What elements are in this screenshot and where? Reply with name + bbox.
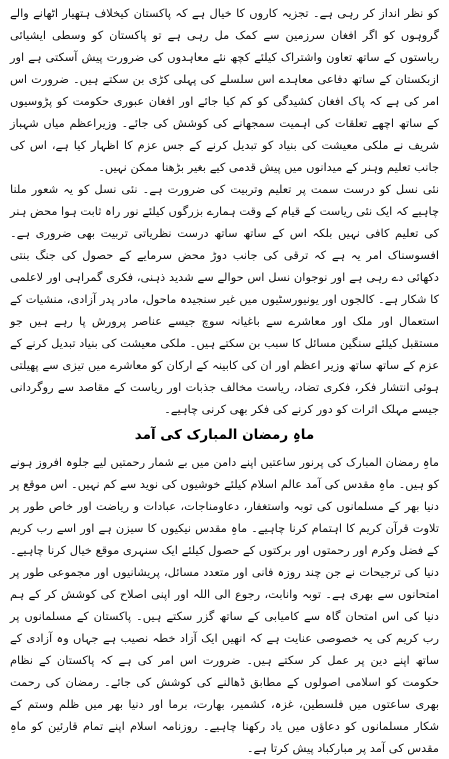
article-paragraph: نئی نسل کو درست سمت پر تعلیم وتربیت کی ضرورت ہے۔ نئی نسل کو یہ شعور ملنا چاہیے کہ ایک نئی ریاست کے قیام کے وقت ہمارے بزرگوں کیلئے نور راہ ثابت ہوا محض ہنر کی تعلیم کافی نہیں بلکہ اس کے ساتھ ساتھ درست نظریاتی تربیت بھی ضروری ہے۔ افسوسناک امر یہ ہے کہ ترقی کی جانب دوڑ محض سرمایے کے حصول کی جنگ بنتی دکھائی دے رہی ہے اور نوجوان نسل اس حوالے سے شدید ذہنی، فکری گمراہی اور لاعلمی کا شکار ہے۔ کالجوں اور یونیورسٹیوں میں غیر سنجیدہ ماحول، مادر پدر آزادی، منشیات کے استعمال اور ملک اور معاشرے سے باغیانہ سوچ جیسے عناصر پرورش پا رہے ہیں جو مستقبل کیلئے سنگین مسائل کا سبب بن سکتے ہیں۔ ملکی معیشت کی بنیاد تبدیل کرنے کے عزم کے ساتھ ساتھ وزیر اعظم اور ان کی کابینہ کے ارکان کو معاشرے میں تیزی سے پھیلتی ہوئی انتشار فکر، فکری تضاد، ریاست مخالف جذبات اور ریاست کے مقاصد سے روگردانی جیسے مہلک اثرات کو دور کرنے کی فکر بھی کرنی چاہیے۔ [10,182,439,416]
section-heading: ماہِ رمضان المبارک کی آمد [134,427,315,443]
article-paragraph: ماہِ رمضان المبارک کی پرنور ساعتیں اپنے دامن میں بے شمار رحمتیں لیے جلوہ افروز ہونے کو ہیں۔ ماہِ مقدس کی آمد عالم اسلام کیلئے خوشیوں کی نوید سے کم نہیں۔ اس موقع پر دنیا بھر کے مسلمانوں کی توبہ واستغفار، دعاومناجات، عبادات و ریاضت اور خاص طور پر تلاوت قرآن کریم کا اہتمام کرنا چاہیے۔ ماہِ مقدس نیکیوں کا سیزن ہے اور اسے رب کریم کے فضل وکرم اور رحمتوں اور برکتوں کے حصول کیلئے ایک سنہری موقع خیال کرنا چاہیے۔ دنیا کی ترجیحات نے جن چند روزہ فانی اور متعدد مسائل، پریشانیوں اور مجموعی طور پر امتحانوں سے بھری ہے۔ توبہ وانابت، رجوع الی اللہ اور اپنی اصلاح کی کوشش کر کے ہم دنیا کی اس امتحان گاہ سے کامیابی کے ساتھ گزر سکتے ہیں۔ پاکستان کے مسلمانوں پر رب کریم کی یہ خصوصی عنایت ہے کہ انھیں ایک آزاد خطہ نصیب ہے جہاں وہ آزادی کے ساتھ اپنے دین پر عمل کر سکتے ہیں۔ ضرورت اس امر کی ہے کہ پاکستان کے نظام حکومت کو اسلامی اصولوں کے مطابق ڈھالنے کی کوشش کی جائے۔ رمضان کی رحمت بھری ساعتوں میں فلسطین، غزہ، کشمیر، بھارت، برما اور دنیا بھر میں ظلم وستم کے شکار مسلمانوں کو دعاؤں میں یاد رکھنا چاہیے۔ روزنامہ اسلام اپنے تمام قارئین کو ماہِ مقدس کی آمد پر مبارکباد پیش کرتا ہے۔ [10,455,439,755]
article-paragraph: کو نظر انداز کر رہی ہے۔ تجزیہ کاروں کا خیال ہے کہ پاکستان کیخلاف ہتھیار اٹھانے والے گروہوں کو اگر افغان سرزمین سے کمک مل رہی ہے تو پاکستان کو وسطی ایشیائی ریاستوں کے ساتھ تعاون واشتراک کیلئے کچھ نئے معاہدوں کی ضرورت پیش آسکتی ہے اور ازبکستان کے ساتھ دفاعی معاہدے اس سلسلے کی پہلی کڑی بن سکتے ہیں۔ ضرورت اس امر کی ہے کہ پاک افغان کشیدگی کو کم کیا جائے اور افغان عبوری حکومت کو پڑوسیوں کے ساتھ اچھے تعلقات کی اہمیت سمجھانے کی کوشش کی جائے۔ وزیراعظم میاں شہباز شریف نے ملکی معیشت کی بنیاد کو تبدیل کرنے کے جس عزم کا اظہار کیا ہے، اس کی جانب تعلیم وہنر کے میدانوں میں پیش قدمی کیے بغیر بڑھنا ممکن نہیں۔ [10,6,439,174]
